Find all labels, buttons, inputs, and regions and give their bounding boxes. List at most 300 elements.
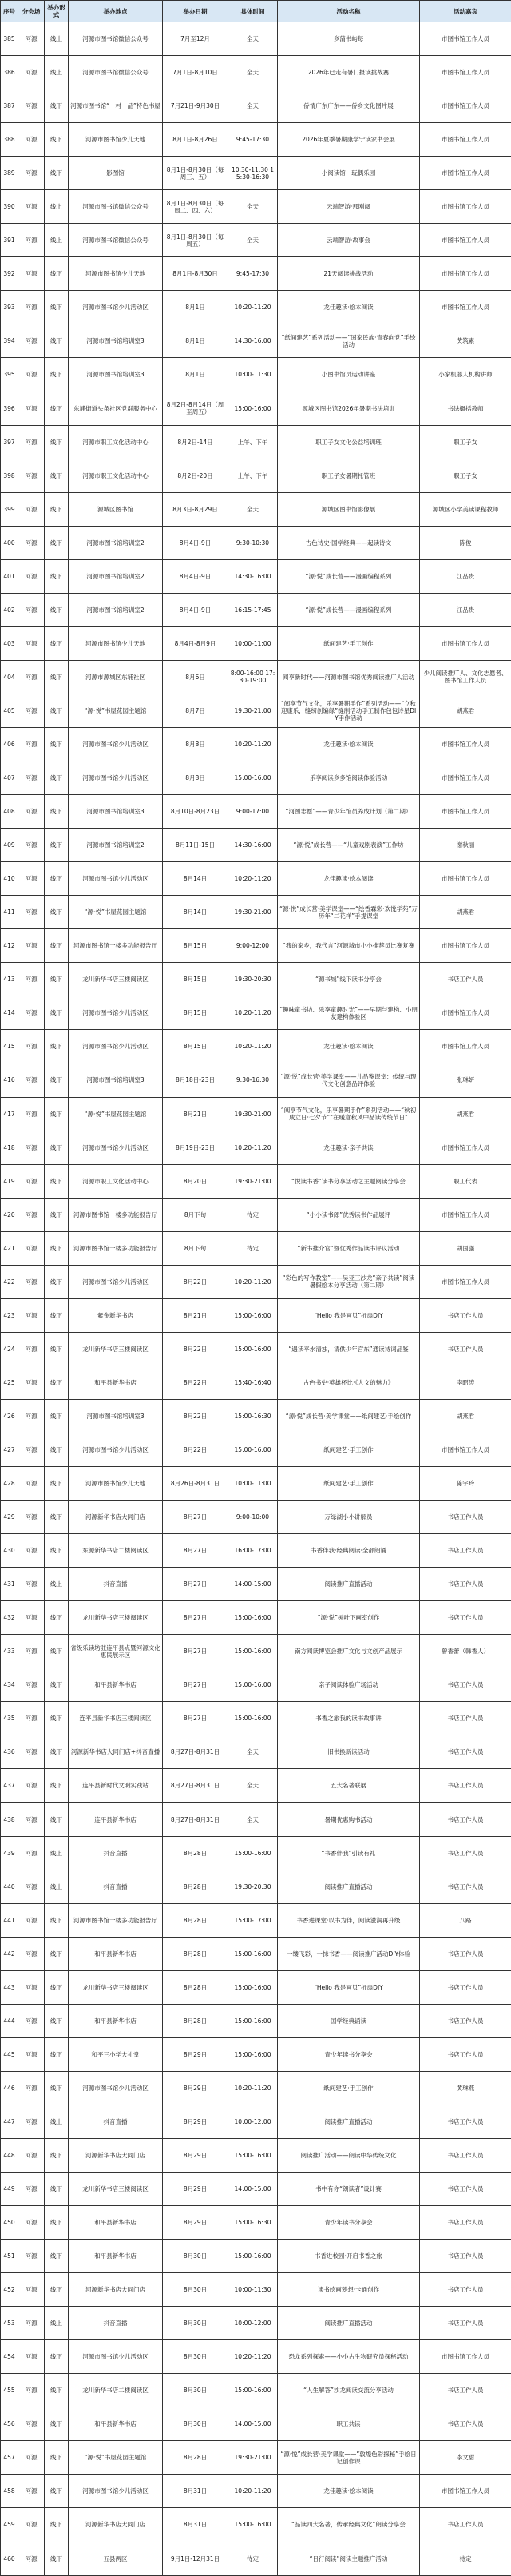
cell-guest: 书店工作人员: [420, 2037, 511, 2071]
cell-time: 全天: [228, 1803, 278, 1836]
cell-date: 8月6日: [163, 660, 228, 694]
table-row: [1, 1332, 511, 1366]
table-row: [1, 963, 511, 996]
cell-index: 434: [1, 1668, 18, 1702]
cell-format: 线上: [45, 2307, 69, 2340]
cell-time: 8:00-16:00 17:30-19:00: [228, 660, 278, 694]
table-row: [1, 157, 511, 190]
cell-location: 和平三小学大礼堂: [69, 2037, 163, 2071]
cell-venue: 河源: [18, 392, 45, 425]
cell-venue: 河源: [18, 2273, 45, 2307]
cell-activity: “源·悦”成长营·美学课堂——“绘香霖彩·欢悦学苑”万历年“二花样”手提课堂: [278, 896, 420, 929]
table-row: [1, 2173, 511, 2206]
header-guest: 活动嘉宾: [420, 1, 511, 22]
cell-location: 河源市图书馆少儿活动区: [69, 2071, 163, 2105]
cell-activity: 小阅读馆：玩偶乐园: [278, 157, 420, 190]
cell-venue: 河源: [18, 1366, 45, 1399]
cell-date: 8月30日: [163, 2407, 228, 2441]
cell-activity: 乐享阅读乡多馆阅读体验活动: [278, 761, 420, 795]
cell-activity: “Hello 我是画贝”折扇DIY: [278, 1298, 420, 1332]
cell-activity: “源书城”线下读书分享会: [278, 963, 420, 996]
table-row: [1, 291, 511, 324]
cell-date: 9月1日-12月31日: [163, 2542, 228, 2575]
cell-format: 线上: [45, 224, 69, 257]
cell-index: 436: [1, 1735, 18, 1769]
cell-activity: “阅享节气文化，乐享暑期手作”系列活动——“秋初成立日·七夕节”“在暖意秋风中品读传统节日”: [278, 1097, 420, 1131]
cell-location: 河源市图书馆少儿天地: [69, 123, 163, 157]
cell-format: 线下: [45, 1501, 69, 1534]
cell-index: 455: [1, 2374, 18, 2407]
cell-guest: 书店工作人员: [420, 2307, 511, 2340]
cell-location: 和平县新华书店: [69, 1366, 163, 1399]
cell-location: 龙川新华书店三楼阅读区: [69, 1332, 163, 1366]
cell-format: 线下: [45, 1332, 69, 1366]
cell-date: 8月26日-8月31日: [163, 1467, 228, 1501]
cell-format: 线上: [45, 190, 69, 224]
cell-index: 387: [1, 89, 18, 123]
cell-guest: 江品贵: [420, 559, 511, 593]
cell-activity: 书香进课堂·以书为伴，阅读滋润再升级: [278, 1903, 420, 1937]
cell-format: 线下: [45, 1937, 69, 1970]
table-row: [1, 1467, 511, 1501]
cell-time: 19:30-20:30: [228, 1870, 278, 1903]
cell-date: 8月27日: [163, 1702, 228, 1735]
cell-activity: “源·悦”成长营·美学课堂——纸间建艺·手绘创作: [278, 1399, 420, 1433]
cell-activity: 源城区图书馆影像展: [278, 492, 420, 526]
cell-venue: 河源: [18, 593, 45, 626]
cell-activity: “源·悦”成长营——“儿童戏剧表演”工作坊: [278, 829, 420, 862]
cell-format: 线下: [45, 2004, 69, 2037]
cell-format: 线下: [45, 492, 69, 526]
table-row: [1, 1097, 511, 1131]
cell-date: 8月28日: [163, 1836, 228, 1870]
cell-index: 430: [1, 1534, 18, 1568]
cell-format: 线下: [45, 291, 69, 324]
cell-venue: 河源: [18, 1097, 45, 1131]
cell-location: “源·悦”书屋花园主题馆: [69, 2441, 163, 2475]
cell-location: 连平县新华书店三楼阅读区: [69, 1702, 163, 1735]
cell-date: 8月22日: [163, 1332, 228, 1366]
cell-activity: 阅享新时代——河源市图书馆优秀阅读推广人活动: [278, 660, 420, 694]
cell-index: 435: [1, 1702, 18, 1735]
table-row: [1, 2105, 511, 2138]
cell-activity: 纸间建艺·手工创作: [278, 1467, 420, 1501]
cell-activity: 职工子女暑期托管班: [278, 459, 420, 492]
cell-index: 456: [1, 2407, 18, 2441]
cell-guest: 书店工作人员: [420, 2508, 511, 2542]
cell-location: “源·悦”书屋花园主题馆: [69, 896, 163, 929]
cell-activity: “源·悦”成长营·美学课堂——儿品鉴课堂：传统与现代文化创意品评体验: [278, 1063, 420, 1097]
cell-date: 8月29日: [163, 2105, 228, 2138]
cell-date: 8月20日: [163, 1164, 228, 1198]
cell-index: 404: [1, 660, 18, 694]
cell-time: 19:30-21:00: [228, 2441, 278, 2475]
cell-guest: 书店工作人员: [420, 1702, 511, 1735]
cell-location: 龙川新华书店三楼阅读区: [69, 2173, 163, 2206]
cell-guest: 市图书馆工作人员: [420, 2475, 511, 2508]
cell-index: 424: [1, 1332, 18, 1366]
cell-time: 10:20-11:20: [228, 1131, 278, 1164]
table-row: [1, 1366, 511, 1399]
cell-format: 线下: [45, 1601, 69, 1635]
cell-index: 429: [1, 1501, 18, 1534]
cell-date: 8月22日: [163, 1265, 228, 1298]
cell-guest: 书店工作人员: [420, 2206, 511, 2240]
cell-format: 线下: [45, 2273, 69, 2307]
cell-index: 414: [1, 996, 18, 1030]
table-row: [1, 2374, 511, 2407]
cell-time: 14:30-16:00: [228, 829, 278, 862]
cell-date: 8月下旬: [163, 1231, 228, 1265]
cell-activity: 古色书史·英雄杯比·《人文的魅力》: [278, 1366, 420, 1399]
cell-date: 8月4日-9日: [163, 559, 228, 593]
cell-date: 8月28日: [163, 1937, 228, 1970]
cell-date: 8月28日: [163, 1903, 228, 1937]
cell-format: 线下: [45, 2071, 69, 2105]
table-row: [1, 2037, 511, 2071]
cell-format: 线下: [45, 1534, 69, 1568]
table-row: [1, 1198, 511, 1231]
cell-time: 14:00-15:00: [228, 1568, 278, 1601]
table-row: [1, 492, 511, 526]
cell-activity: 阅读推广直播活动: [278, 2307, 420, 2340]
cell-format: 线下: [45, 2475, 69, 2508]
cell-time: 15:00-16:00: [228, 1970, 278, 2004]
cell-guest: 书店工作人员: [420, 2173, 511, 2206]
table-row: [1, 1231, 511, 1265]
cell-index: 433: [1, 1635, 18, 1668]
cell-activity: 恐龙系列探索——小小古生物研究员探秘活动: [278, 2340, 420, 2374]
cell-time: 15:00-16:00: [228, 2037, 278, 2071]
cell-format: 线下: [45, 2374, 69, 2407]
cell-index: 454: [1, 2340, 18, 2374]
cell-index: 448: [1, 2138, 18, 2172]
cell-date: 8月28日: [163, 2004, 228, 2037]
cell-format: 线下: [45, 795, 69, 829]
cell-time: 10:00-11:30: [228, 2273, 278, 2307]
cell-date: 8月2日-20日: [163, 459, 228, 492]
cell-index: 422: [1, 1265, 18, 1298]
cell-index: 446: [1, 2071, 18, 2105]
cell-venue: 河源: [18, 2004, 45, 2037]
cell-guest: 胡燕君: [420, 896, 511, 929]
cell-format: 线下: [45, 929, 69, 963]
cell-index: 432: [1, 1601, 18, 1635]
cell-guest: 陈俊: [420, 526, 511, 559]
cell-guest: 谢秋丽: [420, 829, 511, 862]
cell-date: 8月1日: [163, 358, 228, 392]
cell-date: 8月22日: [163, 1399, 228, 1433]
cell-venue: 河源: [18, 492, 45, 526]
table-row: [1, 2071, 511, 2105]
cell-activity: 书香进校园·开启书香之旅: [278, 2240, 420, 2273]
cell-location: 河源新华书店大同门店+抖音直播: [69, 1735, 163, 1769]
cell-location: 河源新华书店大同门店: [69, 2508, 163, 2542]
cell-location: 河源市图书馆少儿活动区: [69, 1131, 163, 1164]
cell-venue: 河源: [18, 224, 45, 257]
cell-date: 7月1日-8月10日: [163, 56, 228, 89]
cell-date: 8月28日: [163, 1970, 228, 2004]
cell-guest: 市图书馆工作人员: [420, 1265, 511, 1298]
cell-location: 龙川新华书店三楼阅读区: [69, 1970, 163, 2004]
cell-time: 全天: [228, 56, 278, 89]
cell-venue: 河源: [18, 2071, 45, 2105]
table-row: [1, 56, 511, 89]
cell-time: 10:00-11:00: [228, 1467, 278, 1501]
table-body: [1, 22, 511, 2576]
cell-location: 河源市图书馆培训室2: [69, 593, 163, 626]
cell-activity: “源·悦”成长营——漫画编程系列: [278, 593, 420, 626]
cell-guest: 张琳妍: [420, 1063, 511, 1097]
cell-time: 10:20-11:20: [228, 2475, 278, 2508]
cell-location: 和平县新华书店: [69, 2407, 163, 2441]
cell-venue: 河源: [18, 56, 45, 89]
cell-time: 14:00-15:00: [228, 2173, 278, 2206]
table-row: [1, 1635, 511, 1668]
cell-index: 423: [1, 1298, 18, 1332]
table-row: [1, 694, 511, 727]
cell-guest: 市图书馆工作人员: [420, 1433, 511, 1466]
table-row: [1, 1164, 511, 1198]
cell-activity: “彩色的写作教室”——吴亚三沙龙“亲子共读”阅读暑假绘本分享活动（第二期）: [278, 1265, 420, 1298]
cell-activity: “书香伴我”引读有礼: [278, 1836, 420, 1870]
cell-activity: “阅享节气文化，乐享暑期手作”系列活动——“立秋迎康乐，缝纫创编绿”缝制活动手工制作包包诗星DIY手作活动: [278, 694, 420, 727]
table-row: [1, 2508, 511, 2542]
cell-location: 河源市图书馆少儿活动区: [69, 996, 163, 1030]
table-row: [1, 761, 511, 795]
cell-location: “源·悦”书屋花园主题馆: [69, 694, 163, 727]
cell-index: 443: [1, 1970, 18, 2004]
cell-venue: 河源: [18, 2508, 45, 2542]
table-row: [1, 2542, 511, 2575]
cell-location: 河源市图书馆少儿活动区: [69, 1265, 163, 1298]
cell-guest: 小家机器人机构讲师: [420, 358, 511, 392]
header-date: 举办日期: [163, 1, 228, 22]
cell-time: 14:30-16:00: [228, 559, 278, 593]
header-activity: 活动名称: [278, 1, 420, 22]
cell-index: 400: [1, 526, 18, 559]
table-row: [1, 1601, 511, 1635]
cell-venue: 河源: [18, 1164, 45, 1198]
cell-activity: 源城区图书馆2026年暑期书法培训: [278, 392, 420, 425]
table-row: [1, 559, 511, 593]
cell-index: 391: [1, 224, 18, 257]
cell-activity: “源·悦”成长营——漫画编程系列: [278, 559, 420, 593]
cell-activity: “品读四大名著，传承经典文化”朗读分享会: [278, 2508, 420, 2542]
cell-location: 河源市图书馆微信公众号: [69, 22, 163, 56]
cell-venue: 河源: [18, 929, 45, 963]
cell-time: 15:00-16:00: [228, 1937, 278, 1970]
cell-date: 8月15日: [163, 1030, 228, 1063]
cell-date: 8月4日-9日: [163, 593, 228, 626]
cell-activity: 阅读推广直播活动: [278, 1870, 420, 1903]
cell-time: 上午、下午: [228, 459, 278, 492]
cell-format: 线下: [45, 1097, 69, 1131]
cell-activity: 书香伴我·经典阅读·全都朗诵: [278, 1534, 420, 1568]
table-row: [1, 1265, 511, 1298]
cell-location: 龙川新华书店三楼阅读区: [69, 1601, 163, 1635]
cell-guest: 少儿阅读推广人、文化志愿者、图书馆工作人员: [420, 660, 511, 694]
cell-activity: 龙佳趣读·绘本阅读: [278, 862, 420, 896]
cell-guest: 市图书馆工作人员: [420, 190, 511, 224]
cell-guest: 书法概括教师: [420, 392, 511, 425]
cell-location: 紫金新华书店: [69, 1298, 163, 1332]
cell-format: 线下: [45, 2508, 69, 2542]
table-row: [1, 1702, 511, 1735]
cell-time: 全天: [228, 492, 278, 526]
cell-format: 线下: [45, 996, 69, 1030]
cell-guest: 江品贵: [420, 593, 511, 626]
cell-index: 398: [1, 459, 18, 492]
cell-time: 15:40-16:40: [228, 1366, 278, 1399]
cell-time: 15:00-16:00: [228, 1635, 278, 1668]
cell-activity: 龙佳趣读·绘本阅读: [278, 291, 420, 324]
table-row: [1, 2138, 511, 2172]
cell-activity: 2026年已走有暑门报读挑战赛: [278, 56, 420, 89]
cell-venue: 河源: [18, 1668, 45, 1702]
cell-venue: 河源: [18, 1601, 45, 1635]
table-row: [1, 727, 511, 761]
cell-format: 线下: [45, 2441, 69, 2475]
cell-location: 龙川新华书店三楼阅读区: [69, 963, 163, 996]
cell-index: 425: [1, 1366, 18, 1399]
table-row: [1, 190, 511, 224]
cell-venue: 河源: [18, 1769, 45, 1803]
cell-index: 402: [1, 593, 18, 626]
cell-format: 线下: [45, 392, 69, 425]
table-row: [1, 1668, 511, 1702]
cell-activity: 云端智游·那刚阅: [278, 190, 420, 224]
cell-location: 河源市图书馆培训室3: [69, 1399, 163, 1433]
table-row: [1, 795, 511, 829]
cell-activity: “趣味童书坊、乐享童趣时光”——早期与建构、小朋友建构体验区: [278, 996, 420, 1030]
table-row: [1, 1534, 511, 1568]
table-row: [1, 996, 511, 1030]
cell-format: 线下: [45, 694, 69, 727]
cell-index: 409: [1, 829, 18, 862]
cell-guest: 职工代表: [420, 1164, 511, 1198]
cell-format: 线上: [45, 1836, 69, 1870]
cell-activity: “新书推介官”暨优秀作品读书评议活动: [278, 1231, 420, 1265]
cell-guest: 职工子女: [420, 425, 511, 459]
cell-location: 河源市职工文化活动中心: [69, 425, 163, 459]
cell-index: 396: [1, 392, 18, 425]
cell-format: 线下: [45, 1298, 69, 1332]
cell-venue: 河源: [18, 257, 45, 291]
cell-time: 待定: [228, 1231, 278, 1265]
cell-location: 和平县新华书店: [69, 2240, 163, 2273]
cell-date: 8月22日: [163, 1433, 228, 1466]
cell-activity: 读书绘画梦想·卡通创作: [278, 2273, 420, 2307]
cell-location: 河源市图书馆少儿天地: [69, 1467, 163, 1501]
cell-date: 8月30日: [163, 2273, 228, 2307]
cell-format: 线下: [45, 2206, 69, 2240]
cell-venue: 河源: [18, 795, 45, 829]
cell-date: 8月15日: [163, 963, 228, 996]
cell-activity: “Hello 我是画贝”折扇DIY: [278, 1970, 420, 2004]
cell-guest: 书店工作人员: [420, 1735, 511, 1769]
cell-time: 19:30-21:00: [228, 896, 278, 929]
cell-index: 395: [1, 358, 18, 392]
cell-date: 8月15日: [163, 929, 228, 963]
cell-location: 龙川新华书店二楼阅读区: [69, 2374, 163, 2407]
cell-location: 河源新华书店大同门店: [69, 2273, 163, 2307]
table-row: [1, 1030, 511, 1063]
cell-index: 451: [1, 2240, 18, 2273]
cell-time: 9:45-17:30: [228, 123, 278, 157]
cell-guest: 书店工作人员: [420, 2004, 511, 2037]
cell-location: 河源市源城区东埔社区: [69, 660, 163, 694]
cell-venue: 河源: [18, 22, 45, 56]
cell-time: 15:00-16:00: [228, 2138, 278, 2172]
cell-index: 431: [1, 1568, 18, 1601]
cell-time: 10:20-11:20: [228, 1030, 278, 1063]
cell-guest: 书店工作人员: [420, 1534, 511, 1568]
table-row: [1, 2441, 511, 2475]
cell-activity: 龙佳趣读·绘本阅读: [278, 2475, 420, 2508]
cell-guest: 市图书馆工作人员: [420, 761, 511, 795]
cell-time: 19:30-20:30: [228, 963, 278, 996]
cell-format: 线下: [45, 2173, 69, 2206]
cell-date: 8月14日: [163, 862, 228, 896]
cell-index: 393: [1, 291, 18, 324]
cell-activity: “人生解答”沙龙阅读交流分享活动: [278, 2374, 420, 2407]
cell-index: 419: [1, 1164, 18, 1198]
cell-venue: 河源: [18, 1399, 45, 1433]
cell-format: 线上: [45, 56, 69, 89]
table-row: [1, 425, 511, 459]
cell-guest: 书店工作人员: [420, 1298, 511, 1332]
cell-date: 8月1日-8月30日（每周二、四、六）: [163, 190, 228, 224]
cell-guest: 源城区小学美读课程教师: [420, 492, 511, 526]
table-row: [1, 224, 511, 257]
cell-venue: 河源: [18, 89, 45, 123]
cell-location: 河源市职工文化活动中心: [69, 1164, 163, 1198]
cell-location: 河源市图书馆少儿活动区: [69, 761, 163, 795]
cell-location: 河源市图书馆少儿活动区: [69, 2340, 163, 2374]
cell-index: 427: [1, 1433, 18, 1466]
cell-venue: 河源: [18, 1735, 45, 1769]
cell-activity: 旧书换新读活动: [278, 1735, 420, 1769]
cell-time: 15:00-16:00: [228, 1601, 278, 1635]
cell-index: 442: [1, 1937, 18, 1970]
cell-location: 河源市图书馆一楼多功能报告厅: [69, 1903, 163, 1937]
cell-index: 390: [1, 190, 18, 224]
cell-location: 河源市图书馆培训室3: [69, 1063, 163, 1097]
cell-guest: 市图书馆工作人员: [420, 157, 511, 190]
cell-guest: 书店工作人员: [420, 1870, 511, 1903]
cell-index: 447: [1, 2105, 18, 2138]
cell-location: 河源市图书馆少儿活动区: [69, 727, 163, 761]
cell-time: 14:30-16:00: [228, 324, 278, 358]
cell-index: 418: [1, 1131, 18, 1164]
cell-time: 15:00-16:00: [228, 1298, 278, 1332]
table-row: [1, 593, 511, 626]
cell-time: 全天: [228, 224, 278, 257]
cell-index: 416: [1, 1063, 18, 1097]
table-row: [1, 1937, 511, 1970]
cell-index: 449: [1, 2173, 18, 2206]
cell-format: 线下: [45, 1164, 69, 1198]
cell-activity: “小小读书郎”优秀读书作品展评: [278, 1198, 420, 1231]
cell-activity: 阅读推广直播活动: [278, 1568, 420, 1601]
cell-date: 8月10日-8月23日: [163, 795, 228, 829]
cell-time: 15:00-16:30: [228, 2206, 278, 2240]
cell-time: 全天: [228, 190, 278, 224]
cell-venue: 河源: [18, 2374, 45, 2407]
cell-format: 线下: [45, 626, 69, 660]
cell-format: 线下: [45, 1265, 69, 1298]
